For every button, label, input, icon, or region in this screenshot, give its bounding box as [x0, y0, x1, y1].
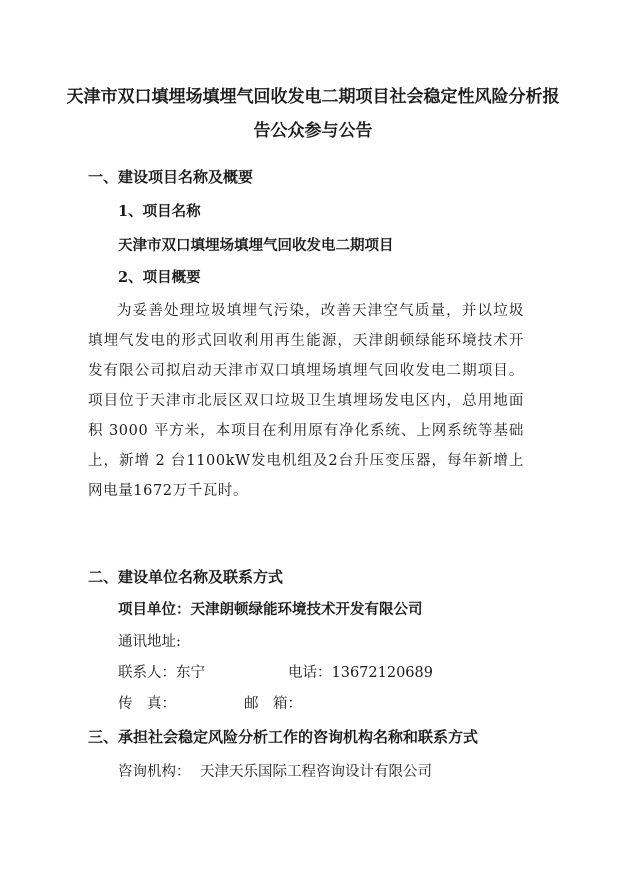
address-label: 通讯地址:: [118, 634, 181, 650]
project-summary: 为妥善处理垃圾填埋气污染，改善天津空气质量，并以垃圾填埋气发电的形式回收利用再生能源，天津朗顿绿能环境技术开发有限公司拟启动天津市双口填埋场填埋气回收发电二期项目。项目位于天津市北辰区双口垃圾卫生填埋场发电区内，总用地面积 3000 平方米，本项目在利用原有净化系统、上网系统等基础上，新增 2 台1100kW发电机组及2台升压变压器，每年新增上网电量1672万千瓦时。: [88, 303, 524, 499]
consult-label: 咨询机构：: [118, 764, 191, 780]
fax-label: 传 真：: [118, 696, 176, 712]
consult-name: 天津天乐国际工程咨询设计有限公司: [200, 764, 432, 780]
page-title: 天津市双口填埋场填埋气回收发电二期项目社会稳定性风险分析报告公众参与公告: [66, 87, 560, 141]
postcode-label: 邮 箱：: [244, 696, 302, 712]
project-name-heading: 1、项目名称: [118, 203, 201, 220]
phone-number: 电话：13672120689: [288, 665, 433, 681]
section-2-heading: 二、建设单位名称及联系方式: [88, 568, 284, 586]
section-1-heading: 一、建设项目名称及概要: [88, 168, 254, 186]
project-summary-heading: 2、项目概要: [118, 269, 201, 286]
project-unit: 项目单位：天津朗顿绿能环境技术开发有限公司: [118, 601, 423, 618]
section-3-heading: 三、承担社会稳定风险分析工作的咨询机构名称和联系方式: [88, 728, 479, 746]
project-name: 天津市双口填埋场填埋气回收发电二期项目: [118, 237, 394, 254]
contact-person: 联系人：东宁: [118, 665, 205, 681]
